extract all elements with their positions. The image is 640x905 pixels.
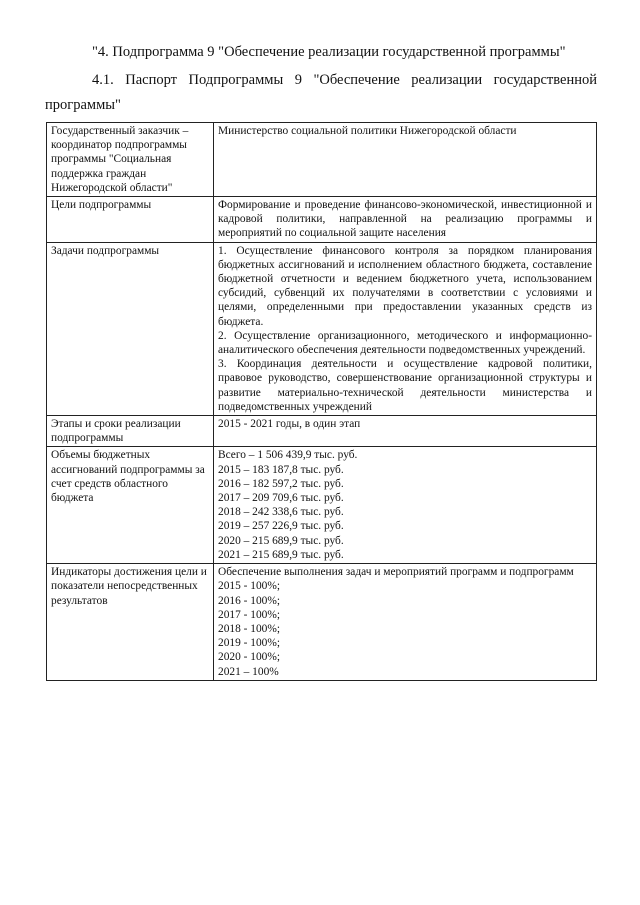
table-row (47, 416, 597, 447)
task-item: 2. Осуществление организационного, методического и информационно-аналитического обеспечения деятельности подведомственных учреждений. (218, 329, 592, 357)
funding-label: Объемы бюджетных ассигнований подпрограммы за счет средств областного бюджета (47, 447, 214, 564)
indicators-label: Индикаторы достижения цели и показатели непосредственных результатов (47, 564, 214, 681)
funding-line: 2020 – 215 689,9 тыс. руб. (218, 534, 344, 547)
indicator-line: 2020 - 100%; (218, 651, 281, 664)
tasks-value (214, 242, 597, 415)
table-row (47, 242, 597, 415)
stages-label: Этапы и сроки реализации подпрограммы (47, 416, 214, 447)
passport-title-line2: программы" (45, 97, 121, 113)
funding-line: 2018 – 242 338,6 тыс. руб. (218, 506, 344, 519)
goals-value: Формирование и проведение финансово-экономической, инвестиционной и кадровой политики, направленной на реализацию программы и мероприятий по социальной защите населения (214, 197, 597, 243)
funding-line: 2017 – 209 709,6 тыс. руб. (218, 492, 344, 505)
indicator-line: 2019 - 100%; (218, 637, 281, 650)
funding-line: 2016 – 182 597,2 тыс. руб. (218, 477, 344, 490)
passport-table (46, 122, 597, 681)
indicator-line: 2017 - 100%; (218, 608, 281, 621)
indicators-value (214, 564, 597, 681)
indicator-line: 2015 - 100%; (218, 580, 281, 593)
task-item: 3. Координация деятельности и осуществление кадровой политики, правовое руководство, совершенствование организационной структуры и развитие материально-технической деятельности министерства и подведомственных учреждений (218, 358, 592, 413)
customer-value: Министерство социальной политики Нижегородской области (214, 123, 597, 197)
tasks-label: Задачи подпрограммы (47, 242, 214, 415)
funding-line: 2019 – 257 226,9 тыс. руб. (218, 520, 344, 533)
table-row (47, 123, 597, 197)
indicator-line: 2021 – 100% (218, 665, 279, 678)
indicators-intro: Обеспечение выполнения задач и мероприятий программ и подпрограмм (218, 566, 574, 579)
indicator-line: 2018 - 100%; (218, 622, 281, 635)
task-item: 1. Осуществление финансового контроля за порядком планирования бюджетных ассигнований и исполнением областного бюджета, составление бюджетной отчетности и ведением бюджетного учета, использованием субсидий, субвенций их получателями в соответствии с условиями и целями, определенными при предоставлении указанных средств из бюджета. (218, 244, 592, 328)
table-row (47, 564, 597, 681)
funding-line: 2021 – 215 689,9 тыс. руб. (218, 548, 344, 561)
funding-line: Всего – 1 506 439,9 тыс. руб. (218, 449, 358, 462)
customer-label: Государственный заказчик – координатор подпрограммы программы "Социальная поддержка граждан Нижегородской области" (47, 123, 214, 197)
funding-line: 2015 – 183 187,8 тыс. руб. (218, 463, 344, 476)
table-row (47, 197, 597, 243)
section-title: "4. Подпрограмма 9 "Обеспечение реализации государственной программы" (92, 44, 566, 60)
passport-title-line1: 4.1. Паспорт Подпрограммы 9 "Обеспечение реализации государственной (92, 72, 597, 88)
stages-value: 2015 - 2021 годы, в один этап (214, 416, 597, 447)
table-row (47, 447, 597, 564)
goals-label: Цели подпрограммы (47, 197, 214, 243)
funding-value (214, 447, 597, 564)
indicator-line: 2016 - 100%; (218, 594, 281, 607)
